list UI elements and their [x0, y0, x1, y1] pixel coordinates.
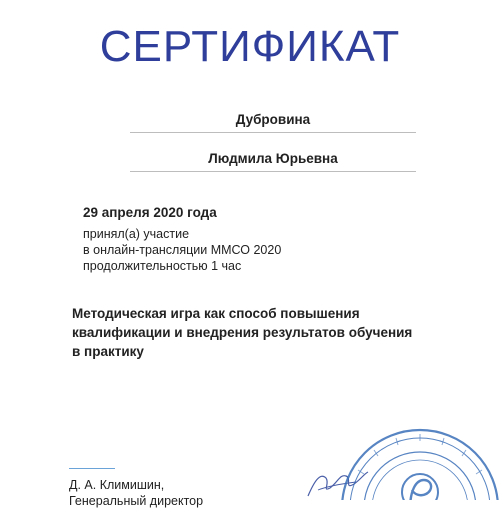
surname: Дубровина — [235, 112, 311, 127]
participation-line-1: принял(а) участие — [83, 227, 190, 241]
participation-line-2: в онлайн-трансляции ММСО 2020 — [83, 243, 282, 257]
round-seal-stamp — [340, 420, 500, 500]
certificate-title: СЕРТИФИКАТ — [99, 22, 401, 71]
event-title: Методическая игра как способ повышения квалификации и внедрения результатов обучения в практику — [72, 306, 413, 359]
given-names: Людмила Юрьевна — [208, 151, 338, 166]
event-date: 29 апреля 2020 года — [83, 205, 217, 220]
participation-line-3: продолжительностью 1 час — [83, 259, 242, 273]
participation-text — [83, 226, 281, 274]
signer-name: Д. А. Климишин, — [69, 478, 165, 492]
given-names-underline — [130, 171, 416, 172]
signer-role: Генеральный директор — [69, 494, 204, 508]
signature-rule — [69, 468, 115, 469]
surname-underline — [130, 132, 416, 133]
